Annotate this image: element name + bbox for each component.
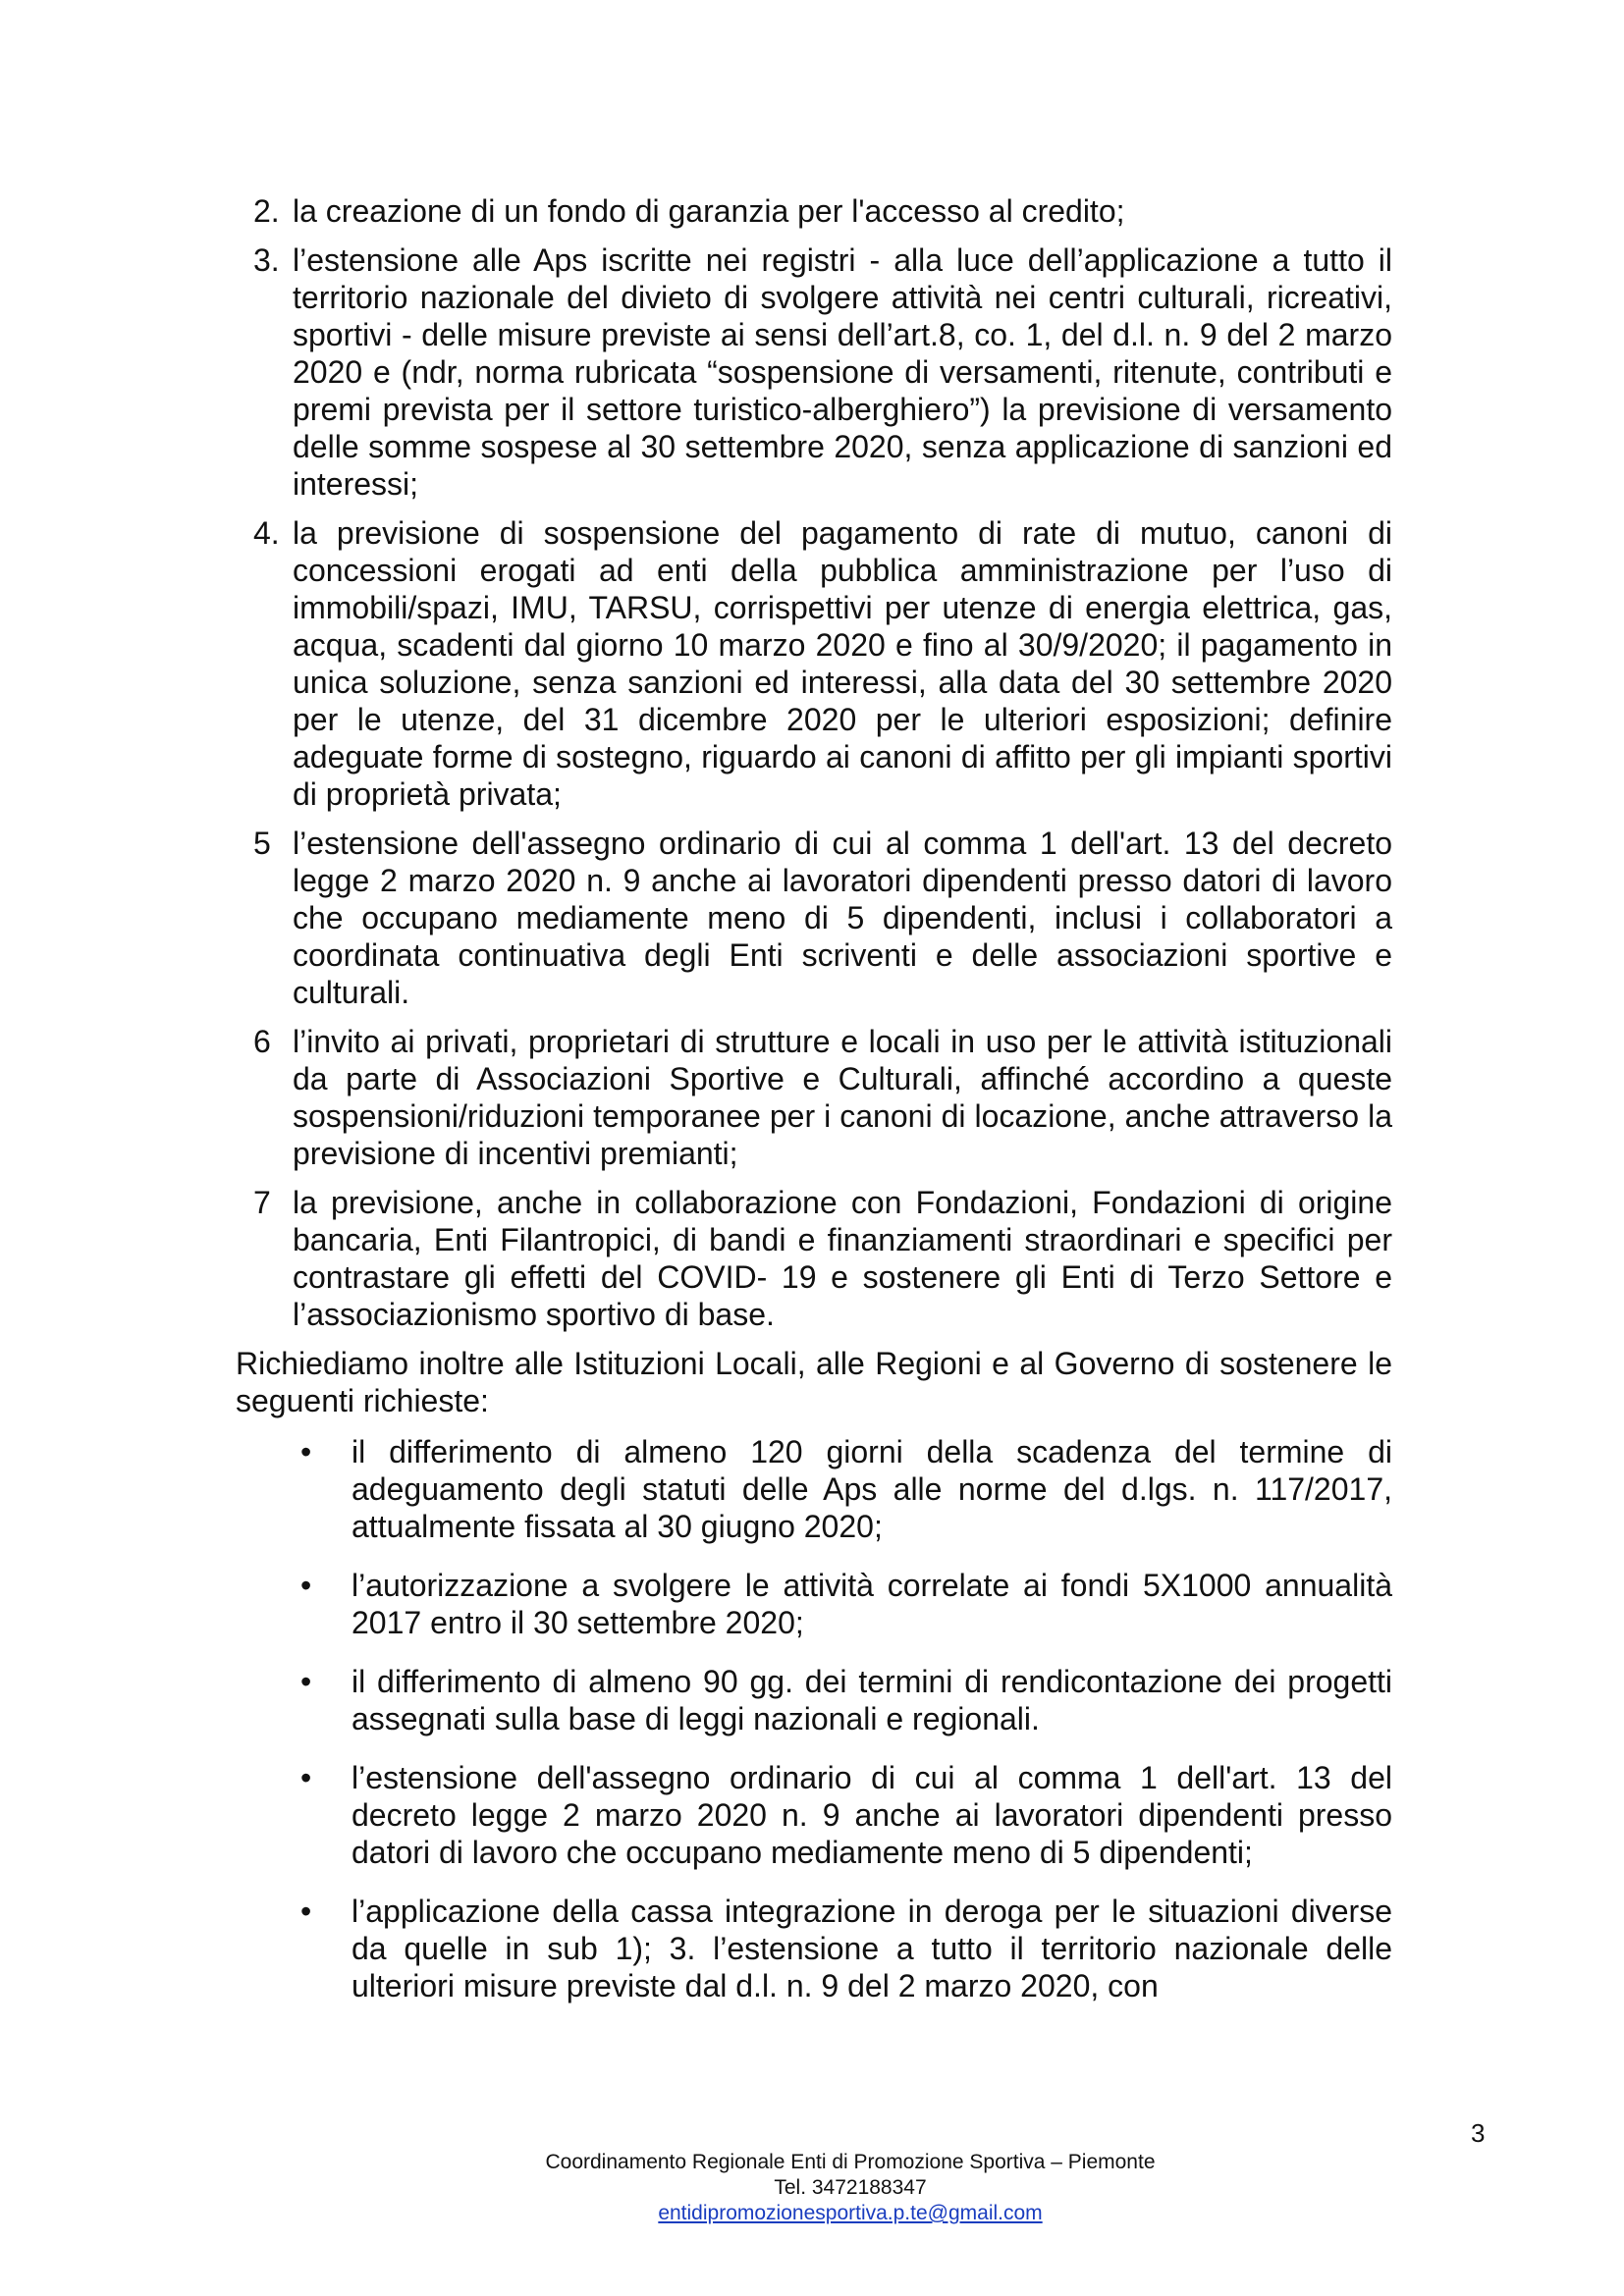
bullet-item-text: l’autorizzazione a svolgere le attività correlate ai fondi 5X1000 annualità 2017 entro il 30 settembre 2020; xyxy=(352,1568,1392,1640)
list-item-text: la creazione di un fondo di garanzia per l'accesso al credito; xyxy=(293,193,1125,229)
bullet-item xyxy=(236,1433,1392,1545)
bullet-item-text: il differimento di almeno 90 gg. dei termini di rendicontazione dei progetti assegnati sulla base di leggi nazionali e regionali. xyxy=(352,1664,1392,1736)
bullet-item-text: l’applicazione della cassa integrazione in deroga per le situazioni diverse da quelle in sub 1); 3. l’estensione a tutto il territorio nazionale delle ulteriori misure previste dal d.l. n. 9 del 2 marzo 2020, con xyxy=(352,1894,1392,2003)
intro-paragraph: Richiediamo inoltre alle Istituzioni Locali, alle Regioni e al Governo di sostenere le seguenti richieste: xyxy=(236,1346,1392,1418)
numbered-item xyxy=(236,825,1392,1011)
list-marker: 6 xyxy=(253,1024,271,1059)
list-marker: 4. xyxy=(253,515,280,551)
page-footer xyxy=(0,2150,1624,2226)
bullet-icon: • xyxy=(300,1434,312,1469)
bullet-icon: • xyxy=(300,1894,312,1929)
numbered-item xyxy=(236,1184,1392,1333)
list-item-text: l’estensione dell'assegno ordinario di cui al comma 1 dell'art. 13 del decreto legge 2 marzo 2020 n. 9 anche ai lavoratori dipendenti presso datori di lavoro che occupano mediamente meno di 5 dipendenti, inclusi i collaboratori a coordinata continuativa degli Enti scriventi e delle associazioni sportive e culturali. xyxy=(293,826,1392,1010)
list-item-text: l’estensione alle Aps iscritte nei registri - alla luce dell’applicazione a tutto il territorio nazionale del divieto di svolgere attività nei centri culturali, ricreativi, sportivi - delle misure previste ai sensi dell’art.8, co. 1, del d.l. n. 9 del 2 marzo 2020 e (ndr, norma rubricata “sospensione di versamenti, ritenute, contributi e premi prevista per il settore turistico-alberghiero”) la previsione di versamento delle somme sospese al 30 settembre 2020, senza applicazione di sanzioni ed interessi; xyxy=(293,242,1392,502)
numbered-item xyxy=(236,241,1392,503)
list-item-text: la previsione di sospensione del pagamento di rate di mutuo, canoni di concessioni erogati ad enti della pubblica amministrazione per l’uso di immobili/spazi, IMU, TARSU, corrispettivi per utenze di energia elettrica, gas, acqua, scadenti dal giorno 10 marzo 2020 e fino al 30/9/2020; il pagamento in unica soluzione, senza sanzioni ed interessi, alla data del 30 settembre 2020 per le utenze, del 31 dicembre 2020 per le ulteriori esposizioni; definire adeguate forme di sostegno, riguardo ai canoni di affitto per gli impianti sportivi di proprietà privata; xyxy=(293,515,1392,812)
numbered-item xyxy=(236,192,1392,230)
numbered-item xyxy=(236,514,1392,813)
footer-phone: Tel. 3472188347 xyxy=(774,2176,927,2199)
numbered-list xyxy=(236,192,1392,1333)
bullet-icon: • xyxy=(300,1664,312,1699)
list-marker: 5 xyxy=(253,826,271,861)
bullet-item xyxy=(236,1759,1392,1871)
page-number: 3 xyxy=(1471,2118,1486,2148)
list-marker: 3. xyxy=(253,242,280,278)
bullet-item xyxy=(236,1663,1392,1737)
numbered-item xyxy=(236,1023,1392,1172)
footer-organization: Coordinamento Regionale Enti di Promozione Sportiva – Piemonte xyxy=(545,2151,1156,2173)
document-body xyxy=(236,192,1392,2026)
bullet-item xyxy=(236,1893,1392,2004)
list-item-text: la previsione, anche in collaborazione con Fondazioni, Fondazioni di origine bancaria, Enti Filantropici, di bandi e finanziamenti straordinari e specifici per contrastare gli effetti del COVID- 19 e sostenere gli Enti di Terzo Settore e l’associazionismo sportivo di base. xyxy=(293,1185,1392,1332)
bullet-item xyxy=(236,1567,1392,1641)
bullet-icon: • xyxy=(300,1760,312,1795)
list-item-text: l’invito ai privati, proprietari di strutture e locali in uso per le attività istituzionali da parte di Associazioni Sportive e Culturali, affinché accordino a queste sospensioni/riduzioni temporanee per i canoni di locazione, anche attraverso la previsione di incentivi premianti; xyxy=(293,1024,1392,1171)
list-marker: 2. xyxy=(253,193,280,229)
bullet-item-text: l’estensione dell'assegno ordinario di cui al comma 1 dell'art. 13 del decreto legge 2 marzo 2020 n. 9 anche ai lavoratori dipendenti presso datori di lavoro che occupano mediamente meno di 5 dipendenti; xyxy=(352,1760,1392,1870)
footer-email-link[interactable]: entidipromozionesportiva.p.te@gmail.com xyxy=(658,2202,1043,2224)
bullet-item-text: il differimento di almeno 120 giorni della scadenza del termine di adeguamento degli statuti delle Aps alle norme del d.lgs. n. 117/2017, attualmente fissata al 30 giugno 2020; xyxy=(352,1434,1392,1544)
list-marker: 7 xyxy=(253,1185,271,1220)
bullet-list xyxy=(236,1433,1392,2004)
bullet-icon: • xyxy=(300,1568,312,1603)
